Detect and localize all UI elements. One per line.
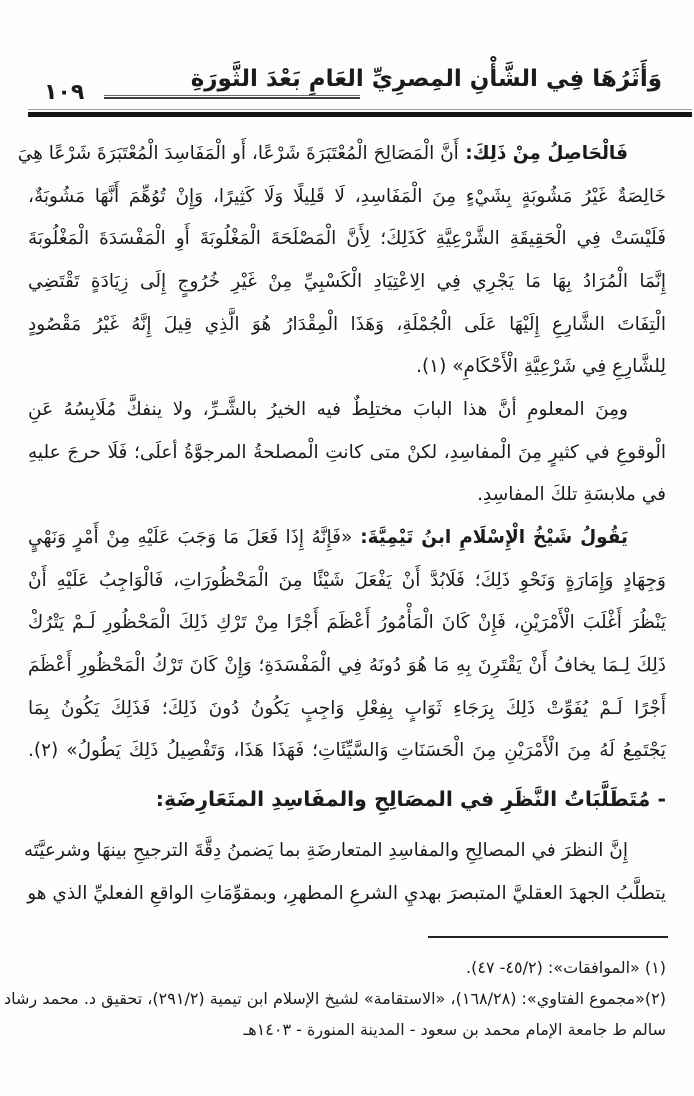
text-line: يَنْظُرَ أَغْلَبَ الْأَمْرَيْنِ، فَإِنْ كَانَ الْمَأْمُورُ أَعْظَمَ أَجْرًا مِنْ تَرْكِ ذَلِكَ الْمَحْظُورِ لَـمْ يَتْرُكْ: [28, 612, 666, 634]
text-line: فَلَيْسَتْ فِي الْحَقِيقَةِ الشَّرْعِيَّةِ كَذَلِكَ؛ لِأَنَّ الْمَصْلَحَةَ الْمَغْلُوبَةَ أَوِ الْمَفْسَدَةَ الْمَغْلُوبَةَ: [28, 228, 666, 250]
text-line: الْوقوعِ في كثيرٍ مِنَ الْمفاسِدِ، لكنْ متى كانتِ الْمصلحةُ المرجوَّةُ أعلَى؛ فَلَا حرجَ عليهِ: [28, 441, 666, 463]
paragraph-1: [17, 133, 666, 389]
text-line: الْتِفَاتَ الشَّارِعِ إِلَيْهَا عَلَى الْجُمْلَةِ، وَهَذَا الْمِقْدَارُ هُوَ الَّذِي قِيلَ إِنَّهُ غَيْرُ مَقْصُودٍ: [28, 313, 666, 335]
section-heading: - مُتَطَلَّبَاتُ النَّظَرِ في المصَالِحِ والمفَاسِدِ المتَعَارِضَةِ:: [155, 787, 666, 811]
text-line: [28, 517, 666, 560]
text-line: أَجْرًا لَـمْ يُفَوِّتْ ذَلِكَ بِرَجَاءِ ثَوَابٍ بِفِعْلِ وَاجِبٍ يَكُونُ دُونَ ذَلِكَ؛ فَذَلِكَ يَكُونُ بِمَا: [28, 697, 666, 719]
footnote-2-line-2: سالم ط جامعة الإمام محمد بن سعود - المدينة المنورة - ١٤٠٣هـ: [243, 1020, 666, 1039]
text-line: خَالِصَةٌ غَيْرُ مَشُوبَةٍ بِشَيْءٍ مِنَ الْمَفَاسِدِ، لَا قَلِيلًا وَلَا كَثِيرًا، وَإِنْ تُوُهِّمَ أَنَّهَا مَشُوبَةٌ،: [28, 185, 666, 207]
paragraph-4: [23, 830, 666, 915]
text-line-rest: أَنَّ الْمَصَالِحَ الْمُعْتَبَرَةَ شَرْعًا، أَو الْمَفَاسِدَ الْمُعْتَبَرَةَ شَرْعًا هِيَ: [17, 143, 459, 164]
text-line: يَجْتَمِعُ لَهُ مِنَ الْأَمْرَيْنِ مِنَ الْحَسَنَاتِ وَالسَّيِّئَاتِ؛ فَهَذَا هَذَا، وَتَفْصِيلُ ذَلِكَ يَطُولُ» (٢).: [28, 740, 666, 762]
paragraph-3: [28, 517, 666, 773]
header-ornament-line: [104, 95, 360, 99]
footnote-separator-line: [428, 936, 668, 938]
footnote-2-line-1: (٢)«مجموع الفتاوي»: (١٦٨/٢٨)، «الاستقامة» لشيخ الإسلام ابن تيمية (٢٩١/٢)، تحقيق د. محمد رشاد: [3, 989, 666, 1008]
footnote-1: (١) «الموافقات»: (٤٥/٢- ٤٧).: [466, 958, 666, 977]
text-line: لِلشَّارِعِ فِي شَرْعِيَّةِ الْأَحْكَامِ» (١).: [416, 356, 666, 378]
running-header-title: وَأَثَرُهَا فِي الشَّأْنِ المِصرِيِّ العَامِ بَعْدَ الثَّورَةِ: [190, 66, 662, 92]
text-line: إِنَّ النظرَ في المصالِحِ والمفاسِدِ المتعارضَةِ بما يَضمنُ دِقَّةَ الترجيحِ بينهَا وشرعيَّتَه: [23, 840, 628, 861]
text-line-rest: «فَإِنَّهُ إِذَا فَعَلَ مَا وَجَبَ عَلَيْهِ مِنْ أَمْرٍ وَنَهْيٍ: [28, 527, 353, 548]
header-rule: [28, 109, 692, 117]
text-line: وَجِهَادٍ وَإِمَارَةٍ وَنَحْوِ ذَلِكَ؛ فَلَابُدَّ أَنْ يَفْعَلَ شَيْئًا مِنَ الْمَحْظُورَاتِ، فَالْوَاجِبُ عَلَيْهِ أَنْ: [28, 569, 666, 591]
text-line: ذَلِكَ لِـمَا يخافُ أَنْ يَقْتَرِنَ بِهِ مَا هُوَ دُونَهُ فِي الْمَفْسَدَةِ؛ وَإِنْ كَانَ تَرْكُ الْمَحْظُورِ أَعْظَمَ: [28, 655, 666, 677]
text-line: [17, 133, 666, 176]
footnotes: [3, 952, 666, 1045]
text-line: في ملابسَةِ تلكَ المفاسِدِ.: [477, 484, 666, 506]
text-line: يتطلَّبُ الجهدَ العقليَّ المتبصرَ بهديِ الشرعِ المطهرِ، وبمقوِّمَاتِ الواقعِ الفعليِّ الذي هو: [27, 882, 666, 904]
text-line: إِنَّمَا الْمُرَادُ بِهَا مَا يَجْرِي فِي الِاعْتِيَادِ الْكَسْبِيِّ مِنْ غَيْرِ خُرُوجٍ إِلَى زِيَادَةٍ تَقْتَضِي: [28, 271, 666, 293]
paragraph-lead: فَالْحَاصِلُ مِنْ ذَلِكَ:: [458, 143, 628, 164]
page-number: ١٠٩: [44, 80, 85, 105]
text-line: ومِنَ المعلومِ أنَّ هذا البابَ مختلِطٌ فيه الخيرُ بالشَّـرِّ، ولا ينفكَّ مُلَابِسُهُ عَنِ: [28, 399, 628, 420]
paragraph-lead: يَقُولُ شَيْخُ الْإِسْلَامِ ابنُ تَيْمِيَّةَ:: [352, 527, 628, 548]
paragraph-2: [28, 389, 666, 517]
